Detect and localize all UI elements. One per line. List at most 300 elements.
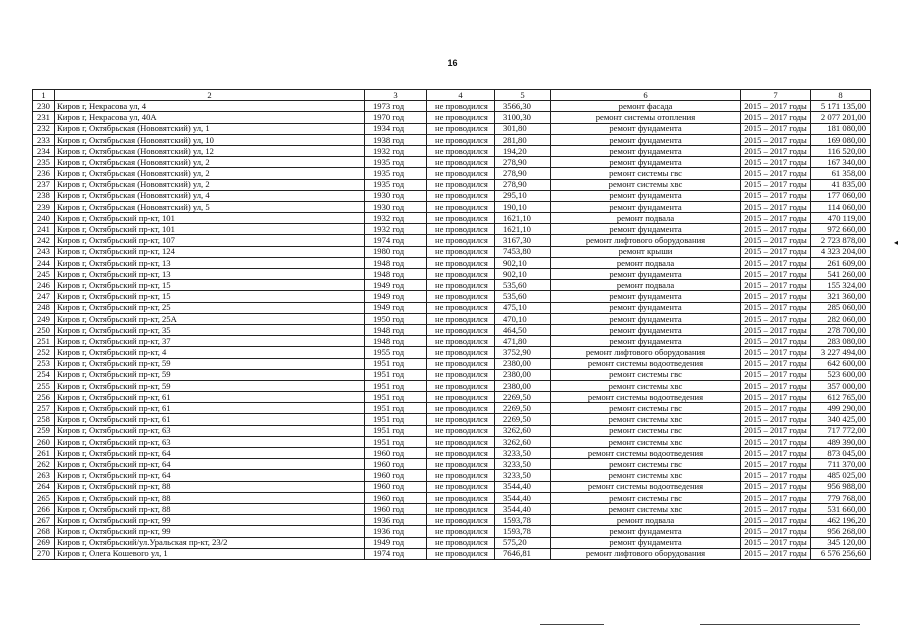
cell-address: Киров г, Октябрьский пр-кт, 99 [55,515,365,526]
cell-last-repair: не проводился [427,112,495,123]
cell-address: Киров г, Октябрьский пр-кт, 63 [55,436,365,447]
cell-period: 2015 – 2017 годы [741,347,811,358]
cell-last-repair: не проводился [427,503,495,514]
cell-area: 2269,50 [495,403,551,414]
cell-cost: 499 290,00 [811,403,871,414]
cell-build-year: 1930 год [365,201,427,212]
cell-row-number: 259 [33,425,55,436]
table-body [33,101,871,560]
cell-area: 3167,30 [495,235,551,246]
col-header: 7 [741,90,811,101]
cell-repair-type: ремонт подвала [551,280,741,291]
cell-row-number: 244 [33,257,55,268]
cell-repair-type: ремонт крыши [551,246,741,257]
table-row [33,123,871,134]
table-row [33,291,871,302]
cell-area: 535,60 [495,291,551,302]
cell-period: 2015 – 2017 годы [741,403,811,414]
cell-area: 7453,80 [495,246,551,257]
table-row [33,470,871,481]
cell-row-number: 250 [33,324,55,335]
table-row [33,168,871,179]
cell-last-repair: не проводился [427,324,495,335]
table-row [33,347,871,358]
cell-row-number: 260 [33,436,55,447]
cell-period: 2015 – 2017 годы [741,336,811,347]
cell-period: 2015 – 2017 годы [741,503,811,514]
table-row [33,179,871,190]
col-header: 4 [427,90,495,101]
cell-row-number: 248 [33,302,55,313]
cell-period: 2015 – 2017 годы [741,380,811,391]
table-row [33,392,871,403]
cell-repair-type: ремонт фундамента [551,134,741,145]
cell-repair-type: ремонт фундамента [551,269,741,280]
cell-area: 902,10 [495,257,551,268]
cell-repair-type: ремонт системы гвс [551,403,741,414]
cell-row-number: 232 [33,123,55,134]
cell-repair-type: ремонт фундамента [551,145,741,156]
cell-period: 2015 – 2017 годы [741,537,811,548]
table-row [33,324,871,335]
cell-last-repair: не проводился [427,302,495,313]
cell-period: 2015 – 2017 годы [741,235,811,246]
cell-repair-type: ремонт системы водоотведения [551,392,741,403]
cell-build-year: 1951 год [365,392,427,403]
table-row [33,280,871,291]
cell-period: 2015 – 2017 годы [741,123,811,134]
cell-last-repair: не проводился [427,257,495,268]
cell-repair-type: ремонт лифтового оборудования [551,347,741,358]
table-row [33,134,871,145]
cell-area: 902,10 [495,269,551,280]
cell-period: 2015 – 2017 годы [741,168,811,179]
cell-row-number: 258 [33,414,55,425]
cell-row-number: 251 [33,336,55,347]
cell-row-number: 238 [33,190,55,201]
cell-last-repair: не проводился [427,403,495,414]
cell-repair-type: ремонт системы гвс [551,459,741,470]
cell-repair-type: ремонт фундамента [551,291,741,302]
table-row [33,492,871,503]
cell-address: Киров г, Октябрьская (Нововятский) ул, 1 [55,123,365,134]
cell-area: 3752,90 [495,347,551,358]
cell-last-repair: не проводился [427,380,495,391]
cell-area: 2380,00 [495,358,551,369]
cell-row-number: 270 [33,548,55,559]
cell-period: 2015 – 2017 годы [741,392,811,403]
cell-row-number: 237 [33,179,55,190]
cell-area: 575,20 [495,537,551,548]
cell-area: 2380,00 [495,369,551,380]
cell-period: 2015 – 2017 годы [741,112,811,123]
cell-cost: 285 060,00 [811,302,871,313]
table-row [33,235,871,246]
cell-cost: 779 768,00 [811,492,871,503]
cell-row-number: 263 [33,470,55,481]
cell-cost: 116 520,00 [811,145,871,156]
cell-address: Киров г, Октябрьский пр-кт, 61 [55,414,365,425]
cell-address: Киров г, Октябрьский пр-кт, 99 [55,526,365,537]
cell-cost: 278 700,00 [811,324,871,335]
table-row [33,145,871,156]
cell-repair-type: ремонт фундамента [551,324,741,335]
cell-address: Киров г, Октябрьский пр-кт, 25 [55,302,365,313]
cell-cost: 523 600,00 [811,369,871,380]
cell-cost: 4 323 204,00 [811,246,871,257]
cell-address: Киров г, Некрасова ул, 4 [55,101,365,112]
cell-cost: 956 268,00 [811,526,871,537]
cell-cost: 283 080,00 [811,336,871,347]
cell-build-year: 1951 год [365,358,427,369]
cell-row-number: 239 [33,201,55,212]
cell-period: 2015 – 2017 годы [741,269,811,280]
cell-cost: 711 370,00 [811,459,871,470]
cell-area: 475,10 [495,302,551,313]
cell-last-repair: не проводился [427,358,495,369]
cell-cost: 470 119,00 [811,213,871,224]
cell-repair-type: ремонт системы гвс [551,369,741,380]
cell-cost: 2 723 878,00 [811,235,871,246]
cell-period: 2015 – 2017 годы [741,101,811,112]
cell-address: Киров г, Октябрьский пр-кт, 25А [55,313,365,324]
cell-area: 3566,30 [495,101,551,112]
cell-repair-type: ремонт фасада [551,101,741,112]
cell-period: 2015 – 2017 годы [741,201,811,212]
cell-repair-type: ремонт системы хвс [551,503,741,514]
cell-build-year: 1934 год [365,123,427,134]
cell-last-repair: не проводился [427,548,495,559]
cell-build-year: 1960 год [365,448,427,459]
cell-row-number: 265 [33,492,55,503]
housing-repair-table [32,89,871,560]
cell-repair-type: ремонт лифтового оборудования [551,235,741,246]
cell-last-repair: не проводился [427,459,495,470]
cell-period: 2015 – 2017 годы [741,459,811,470]
cell-address: Киров г, Октябрьский пр-кт, 88 [55,492,365,503]
cell-area: 301,80 [495,123,551,134]
cell-repair-type: ремонт системы хвс [551,470,741,481]
cell-cost: 41 835,00 [811,179,871,190]
cell-address: Киров г, Октябрьский пр-кт, 15 [55,280,365,291]
cell-repair-type: ремонт фундамента [551,123,741,134]
table-row [33,369,871,380]
margin-marker: ◂ [894,238,899,247]
cell-period: 2015 – 2017 годы [741,515,811,526]
cell-area: 3544,40 [495,503,551,514]
cell-last-repair: не проводился [427,224,495,235]
cell-build-year: 1951 год [365,425,427,436]
cell-repair-type: ремонт системы отопления [551,112,741,123]
cell-repair-type: ремонт системы гвс [551,168,741,179]
cell-build-year: 1948 год [365,324,427,335]
cell-last-repair: не проводился [427,537,495,548]
cell-period: 2015 – 2017 годы [741,481,811,492]
cell-address: Киров г, Октябрьская (Нововятский) ул, 2 [55,157,365,168]
table-row [33,201,871,212]
cell-row-number: 264 [33,481,55,492]
cell-row-number: 233 [33,134,55,145]
table-row [33,112,871,123]
cell-build-year: 1950 год [365,313,427,324]
cell-area: 3262,60 [495,425,551,436]
cell-period: 2015 – 2017 годы [741,179,811,190]
cell-row-number: 235 [33,157,55,168]
cell-repair-type: ремонт фундамента [551,336,741,347]
cell-last-repair: не проводился [427,392,495,403]
cell-row-number: 257 [33,403,55,414]
cell-last-repair: не проводился [427,145,495,156]
cell-period: 2015 – 2017 годы [741,470,811,481]
table-row [33,425,871,436]
cell-last-repair: не проводился [427,269,495,280]
cell-last-repair: не проводился [427,492,495,503]
cell-cost: 531 660,00 [811,503,871,514]
cell-area: 535,60 [495,280,551,291]
cell-cost: 2 077 201,00 [811,112,871,123]
cell-period: 2015 – 2017 годы [741,157,811,168]
table-row [33,403,871,414]
cell-address: Киров г, Октябрьский пр-кт, 4 [55,347,365,358]
cell-last-repair: не проводился [427,280,495,291]
cell-address: Киров г, Октябрьский пр-кт, 13 [55,269,365,280]
cell-address: Киров г, Октябрьский пр-кт, 59 [55,358,365,369]
cell-row-number: 242 [33,235,55,246]
table-row [33,414,871,425]
cell-address: Киров г, Октябрьский пр-кт, 107 [55,235,365,246]
cell-area: 278,90 [495,157,551,168]
cell-period: 2015 – 2017 годы [741,145,811,156]
cell-build-year: 1948 год [365,336,427,347]
col-header: 8 [811,90,871,101]
cell-build-year: 1932 год [365,145,427,156]
cell-address: Киров г, Октябрьская (Нововятский) ул, 2 [55,179,365,190]
cell-cost: 345 120,00 [811,537,871,548]
cell-repair-type: ремонт фундамента [551,157,741,168]
cell-last-repair: не проводился [427,157,495,168]
table-row [33,313,871,324]
cell-address: Киров г, Октябрьский пр-кт, 61 [55,392,365,403]
cell-cost: 5 171 135,00 [811,101,871,112]
cell-last-repair: не проводился [427,436,495,447]
cell-repair-type: ремонт фундамента [551,537,741,548]
cell-row-number: 249 [33,313,55,324]
cell-address: Киров г, Октябрьская (Нововятский) ул, 12 [55,145,365,156]
cell-address: Киров г, Октябрьская (Нововятский) ул, 2 [55,168,365,179]
col-header: 1 [33,90,55,101]
cell-last-repair: не проводился [427,515,495,526]
cell-period: 2015 – 2017 годы [741,280,811,291]
cell-area: 295,10 [495,190,551,201]
cell-cost: 340 425,00 [811,414,871,425]
signature-line [540,624,604,625]
cell-cost: 717 772,00 [811,425,871,436]
cell-cost: 114 060,00 [811,201,871,212]
cell-address: Киров г, Октябрьский пр-кт, 61 [55,403,365,414]
page-number: 16 [447,58,458,68]
cell-address: Киров г, Октябрьский пр-кт, 37 [55,336,365,347]
cell-row-number: 246 [33,280,55,291]
cell-build-year: 1938 год [365,134,427,145]
cell-period: 2015 – 2017 годы [741,257,811,268]
cell-cost: 489 390,00 [811,436,871,447]
cell-area: 2269,50 [495,414,551,425]
cell-build-year: 1935 год [365,168,427,179]
cell-last-repair: не проводился [427,347,495,358]
cell-build-year: 1932 год [365,213,427,224]
cell-address: Киров г, Октябрьский пр-кт, 64 [55,470,365,481]
table-row [33,459,871,470]
cell-last-repair: не проводился [427,313,495,324]
cell-cost: 61 358,00 [811,168,871,179]
table-row [33,436,871,447]
table-row [33,380,871,391]
cell-last-repair: не проводился [427,526,495,537]
table-row [33,481,871,492]
cell-period: 2015 – 2017 годы [741,291,811,302]
cell-area: 7646,81 [495,548,551,559]
cell-build-year: 1949 год [365,291,427,302]
cell-address: Киров г, Октябрьская (Нововятский) ул, 4 [55,190,365,201]
cell-build-year: 1936 год [365,515,427,526]
cell-repair-type: ремонт фундамента [551,201,741,212]
cell-area: 194,20 [495,145,551,156]
table-row [33,213,871,224]
cell-last-repair: не проводился [427,414,495,425]
cell-build-year: 1960 год [365,492,427,503]
cell-build-year: 1948 год [365,257,427,268]
cell-address: Киров г, Октябрьский пр-кт, 63 [55,425,365,436]
cell-last-repair: не проводился [427,291,495,302]
cell-area: 470,10 [495,313,551,324]
table-row [33,246,871,257]
cell-period: 2015 – 2017 годы [741,324,811,335]
cell-period: 2015 – 2017 годы [741,134,811,145]
cell-row-number: 269 [33,537,55,548]
cell-address: Киров г, Октябрьский пр-кт, 35 [55,324,365,335]
table-row [33,336,871,347]
cell-repair-type: ремонт фундамента [551,302,741,313]
cell-address: Киров г, Олега Кошевого ул, 1 [55,548,365,559]
cell-address: Киров г, Октябрьский пр-кт, 64 [55,459,365,470]
cell-area: 281,80 [495,134,551,145]
cell-cost: 873 045,00 [811,448,871,459]
cell-row-number: 247 [33,291,55,302]
cell-cost: 485 025,00 [811,470,871,481]
cell-build-year: 1930 год [365,190,427,201]
cell-address: Киров г, Октябрьский пр-кт, 59 [55,380,365,391]
cell-build-year: 1949 год [365,302,427,313]
cell-area: 464,50 [495,324,551,335]
cell-cost: 282 060,00 [811,313,871,324]
cell-period: 2015 – 2017 годы [741,224,811,235]
cell-last-repair: не проводился [427,201,495,212]
cell-cost: 6 576 256,60 [811,548,871,559]
cell-last-repair: не проводился [427,448,495,459]
cell-area: 2380,00 [495,380,551,391]
cell-build-year: 1951 год [365,414,427,425]
cell-cost: 169 080,00 [811,134,871,145]
cell-last-repair: не проводился [427,179,495,190]
cell-row-number: 267 [33,515,55,526]
col-header: 2 [55,90,365,101]
cell-last-repair: не проводился [427,123,495,134]
cell-area: 1593,78 [495,526,551,537]
cell-last-repair: не проводился [427,235,495,246]
cell-build-year: 1949 год [365,280,427,291]
cell-last-repair: не проводился [427,481,495,492]
cell-cost: 462 196,20 [811,515,871,526]
col-header: 5 [495,90,551,101]
cell-cost: 642 600,00 [811,358,871,369]
cell-repair-type: ремонт подвала [551,257,741,268]
cell-address: Киров г, Октябрьский пр-кт, 101 [55,224,365,235]
cell-area: 3233,50 [495,459,551,470]
cell-last-repair: не проводился [427,134,495,145]
cell-last-repair: не проводился [427,190,495,201]
cell-build-year: 1936 год [365,526,427,537]
cell-last-repair: не проводился [427,168,495,179]
cell-last-repair: не проводился [427,336,495,347]
cell-repair-type: ремонт системы гвс [551,492,741,503]
cell-address: Киров г, Октябрьский пр-кт, 88 [55,481,365,492]
cell-cost: 181 080,00 [811,123,871,134]
cell-row-number: 252 [33,347,55,358]
cell-repair-type: ремонт фундамента [551,190,741,201]
cell-repair-type: ремонт фундамента [551,224,741,235]
cell-build-year: 1960 год [365,470,427,481]
cell-row-number: 245 [33,269,55,280]
cell-row-number: 234 [33,145,55,156]
cell-build-year: 1980 год [365,246,427,257]
cell-cost: 972 660,00 [811,224,871,235]
cell-row-number: 262 [33,459,55,470]
cell-cost: 261 609,00 [811,257,871,268]
cell-address: Киров г, Октябрьская (Нововятский) ул, 5 [55,201,365,212]
col-header: 6 [551,90,741,101]
cell-address: Киров г, Октябрьский пр-кт, 64 [55,448,365,459]
table-row [33,269,871,280]
cell-period: 2015 – 2017 годы [741,358,811,369]
table-row [33,503,871,514]
cell-area: 1621,10 [495,213,551,224]
cell-repair-type: ремонт фундамента [551,526,741,537]
cell-repair-type: ремонт системы хвс [551,380,741,391]
table-row [33,537,871,548]
cell-build-year: 1974 год [365,548,427,559]
table-row [33,257,871,268]
col-header: 3 [365,90,427,101]
cell-area: 3233,50 [495,470,551,481]
cell-period: 2015 – 2017 годы [741,526,811,537]
cell-row-number: 268 [33,526,55,537]
cell-area: 3100,30 [495,112,551,123]
cell-cost: 321 360,00 [811,291,871,302]
cell-period: 2015 – 2017 годы [741,425,811,436]
cell-repair-type: ремонт системы водоотведения [551,481,741,492]
cell-area: 3233,50 [495,448,551,459]
cell-row-number: 266 [33,503,55,514]
cell-address: Киров г, Октябрьский пр-кт, 15 [55,291,365,302]
cell-build-year: 1951 год [365,436,427,447]
cell-row-number: 243 [33,246,55,257]
cell-build-year: 1960 год [365,503,427,514]
cell-row-number: 230 [33,101,55,112]
cell-period: 2015 – 2017 годы [741,369,811,380]
cell-build-year: 1951 год [365,380,427,391]
table-row [33,526,871,537]
cell-repair-type: ремонт подвала [551,213,741,224]
